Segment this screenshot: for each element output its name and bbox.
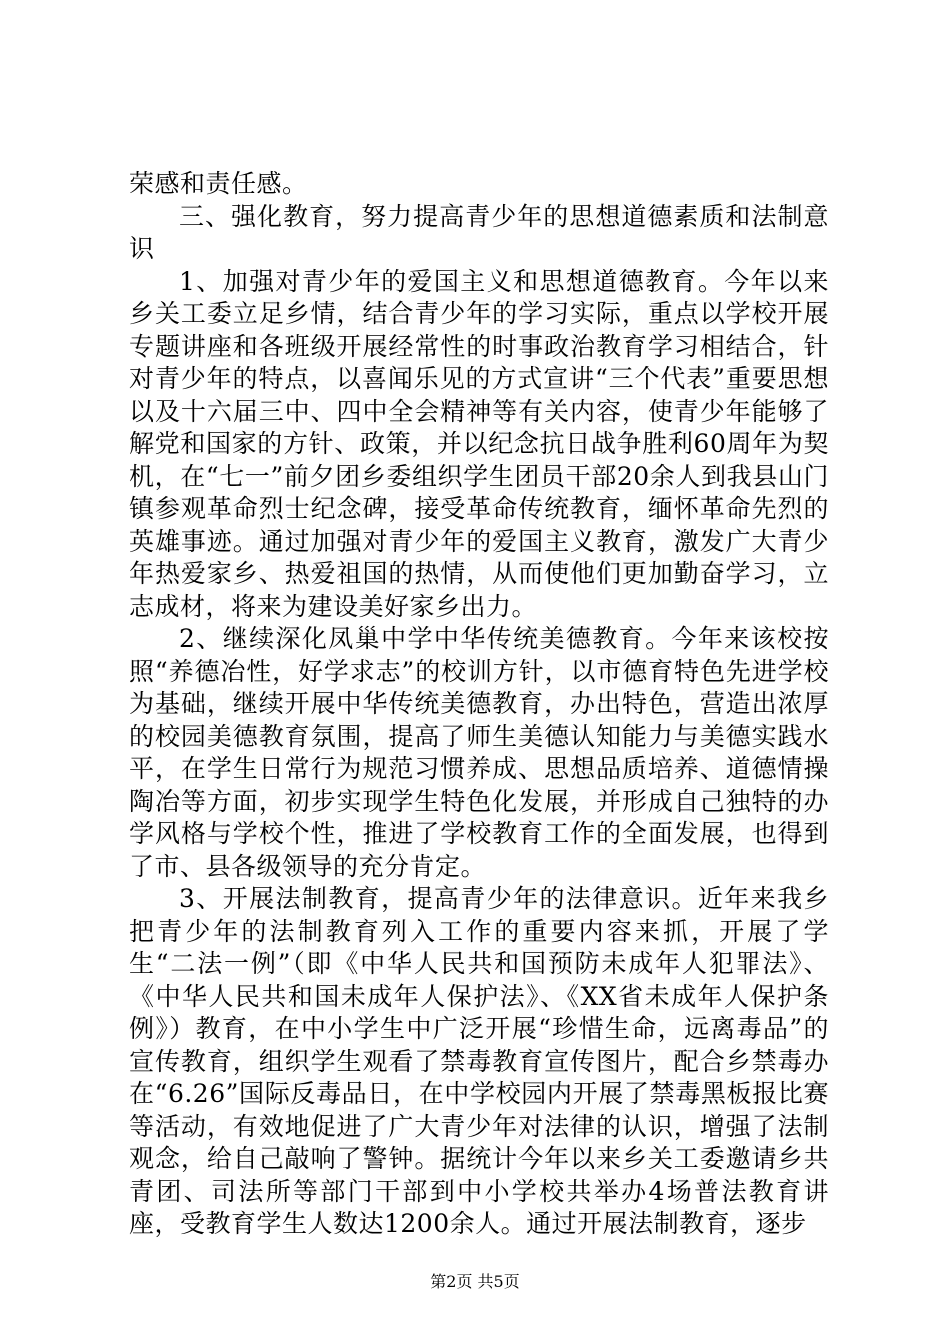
paragraph-continuation: 荣感和责任感。	[129, 169, 308, 198]
document-body	[129, 168, 829, 1241]
section-heading: 三、强化教育，努力提高青少年的思想道德素质和法制意识	[129, 201, 829, 263]
paragraph-patriotic-education: 1、加强对青少年的爱国主义和思想道德教育。今年以来乡关工委立足乡情，结合青少年的学习实际，重点以学校开展专题讲座和各班级开展经常性的时事政治教育学习相结合，针对青少年的特点，以喜闻乐见的方式宣讲“三个代表”重要思想以及十六届三中、四中全会精神等有关内容，使青少年能够了解党和国家的方针、政策，并以纪念抗日战争胜利60周年为契机，在“七一”前夕团乡委组织学生团员干部20余人到我县山门镇参观革命烈士纪念碑，接受革命传统教育，缅怀革命先烈的英雄事迹。通过加强对青少年的爱国主义教育，激发广大青少年热爱家乡、热爱祖国的热情，从而使他们更加勤奋学习，立志成材，将来为建设美好家乡出力。	[129, 266, 829, 621]
page-footer: 第2页 共5页	[430, 1272, 520, 1291]
paragraph-legal-education: 3、开展法制教育，提高青少年的法律意识。近年来我乡把青少年的法制教育列入工作的重要内容来抓，开展了学生“二法一例”（即《中华人民共和国预防未成年人犯罪法》、《中华人民共和国未成年人保护法》、《XX省未成年人保护条例》）教育，在中小学生中广泛开展“珍惜生命，远离毒品”的宣传教育，组织学生观看了禁毒教育宣传图片，配合乡禁毒办在“6.26”国际反毒品日，在中学校园内开展了禁毒黑板报比赛等活动，有效地促进了广大青少年对法律的认识，增强了法制观念，给自己敲响了警钟。据统计今年以来乡关工委邀请乡共青团、司法所等部门干部到中小学校共举办4场普法教育讲座，受教育学生人数达1200余人。通过开展法制教育，逐步	[129, 884, 829, 1238]
paragraph-traditional-virtue: 2、继续深化凤巢中学中华传统美德教育。今年来该校按照“养德冶性，好学求志”的校训方针，以市德育特色先进学校为基础，继续开展中华传统美德教育，办出特色，营造出浓厚的校园美德教育氛围，提高了师生美德认知能力与美德实践水平，在学生日常行为规范习惯养成、思想品质培养、道德情操陶冶等方面，初步实现学生特色化发展，并形成自己独特的办学风格与学校个性，推进了学校教育工作的全面发展，也得到了市、县各级领导的充分肯定。	[129, 624, 829, 881]
